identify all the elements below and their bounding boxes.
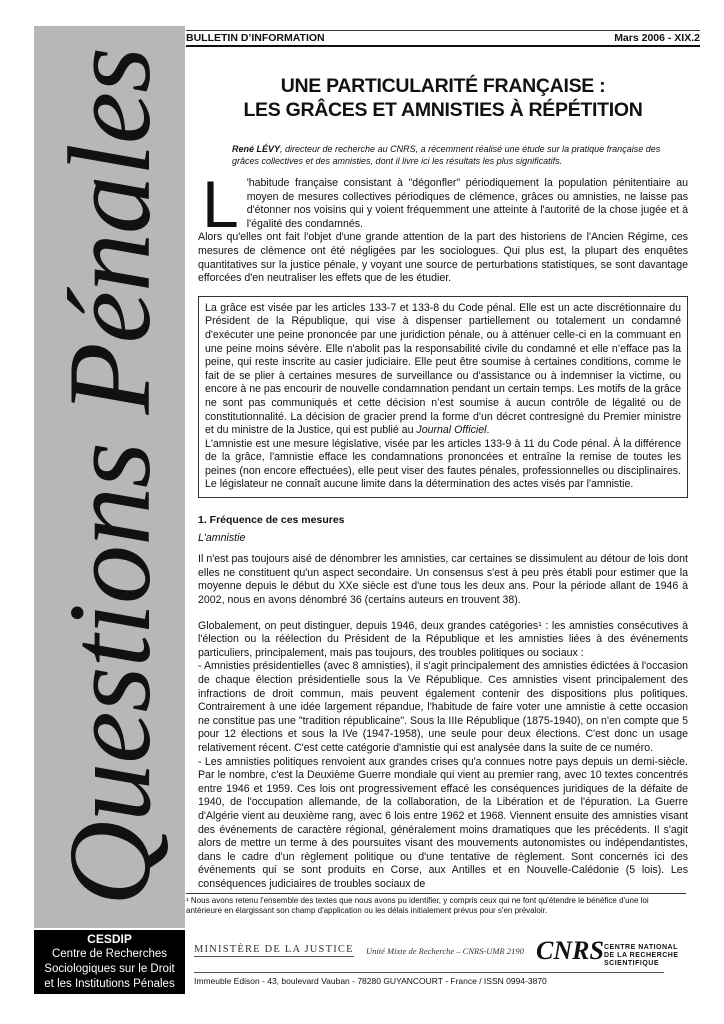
section-subheading: L'amnistie: [198, 531, 246, 544]
ministere-logo: MINISTÈRE DE LA JUSTICE: [194, 944, 354, 955]
section-heading: 1. Fréquence de ces mesures: [198, 514, 345, 527]
umr-label: Unité Mixte de Recherche – CNRS-UMR 2190: [366, 946, 524, 956]
opening-paragraph: L 'habitude française consistant à "dégonfler" périodiquement la population pénitentiaire au moyen de mesures collectives périodiques de clémence, grâces ou amnisties, ne laisse pas d'étonner nos voisins qui y voient fréquemment une atteinte à l'autorité de la chose jugée et à l'égalité des condamnés. Alors qu'elles ont fait l'objet d'une grande attention de la part des historiens de l'Ancien Régime, ces mesures de clémence ont été négligées par les sociologues. Qui plus est, la plupart des enquêtes quantitatives sur la justice pénale, y voyant une source de perturbations statistiques, se sont davantage efforcées d'en neutraliser les effets que de les étudier.: [198, 167, 688, 285]
grace-definition: La grâce est visée par les articles 133-7 et 133-8 du Code pénal. Elle est un acte discrétionnaire du Président de la République, qui vise à dispenser partiellement ou totalement un condamné d'exécuter une peine prononcée par une juridiction pénale, ou à atténuer celle-ci en la commuant en une peine moins sévère. Elle n'abolit pas la responsabilité civile du condamné et elle n’efface pas la peine, qui reste inscrite au casier judiciaire. Elle peut être soumise à certaines conditions, comme le fait de se plier à certaines mesures de surveillance ou d'assistance ou à indemniser la victime, ou encore à ne pas encourir de nouvelle condamnation pendant un certain temps. Les motifs de la grâce ne sont pas communiqués et cette décision n’est soumise à aucun contrôle de légalité ou de constitutionnalité. La décision de gracier prend la forme d'un décret contresigné du Premier ministre et du ministre de la Justice, qui est publié au Journal Officiel.: [205, 301, 681, 437]
drop-cap: L: [202, 167, 239, 241]
cesdip-block: [34, 930, 185, 994]
article-intro: René LÉVY, directeur de recherche au CNRS, a récemment réalisé une étude sur la pratique française des grâces collectives et des amnisties, dont il livre ici les résultats les plus significatifs.: [232, 144, 661, 166]
journal-title-vertical: Questions Pénales: [43, 47, 175, 907]
article-title: UNE PARTICULARITÉ FRANÇAISE : LES GRÂCES ET AMNISTIES À RÉPÉTITION: [243, 75, 643, 121]
cnrs-name: CENTRE NATIONAL DE LA RECHERCHE SCIENTIFIQUE: [604, 944, 679, 967]
cesdip-line: Sociologiques sur le Droit: [44, 963, 175, 975]
article: [198, 46, 688, 892]
publisher-footer: [186, 930, 700, 994]
cnrs-logo: CNRS: [536, 936, 604, 965]
cesdip-title: CESDIP: [87, 932, 132, 946]
paragraph: - Les amnisties politiques renvoient aux grandes crises qu'a connues notre pays depuis un demi-siècle. Par le nombre, c'est la Deuxième Guerre mondiale qui vient au premier rang, avec 10 textes concentrés entre 1946 et 1959. Ces lois ont progressivement effacé les conséquences juridiques de la défaite de 1940, de l'occupation allemande, de la collaboration, de la Libération et de l'épuration. La Guerre d'Algérie vient au deuxième rang, avec 6 lois entre 1962 et 1968. Viennent ensuite des amnisties visant des événements de caractère régional, généralement moins dramatiques que les précédents. Il s'agit alors de mettre un terme à des poursuites visant des mouvements autonomistes ou indépendantistes, dans le cadre d'un règlement politique ou d'une tentative de règlement. Sont concernés ici des événements qui se sont produits en Corse, aux Antilles et en Nouvelle-Calédonie (5 lois). Les conséquences judiciaires de troubles sociaux de: [198, 755, 688, 890]
paragraph: Il n'est pas toujours aisé de dénombrer les amnisties, car certaines se dissimulent au détour de lois dont elles ne constituent qu'un aspect secondaire. Un consensus s'est à peu près établi pour estimer que la moyenne depuis le début du XXe siècle est d'une tous les deux ans. Pour la période allant de 1946 à 2002, nous en avons dénombré 36 (certains auteurs en trouvent 38).: [198, 553, 688, 607]
bulletin-header: [186, 30, 700, 47]
address: Immeuble Edison - 43, boulevard Vauban - 78280 GUYANCOURT - France / ISSN 0994-3870: [194, 972, 664, 986]
cesdip-line: Centre de Recherches: [51, 948, 168, 960]
footnote: ¹ Nous avons retenu l'ensemble des textes que nous avons pu identifier, y compris ceux qui ne font qu'étendre le bénéfice d'une loi antérieure en élargissant son champ d'application ou les délais initialement prévus pour s'en prévaloir.: [186, 893, 686, 916]
issue-date: Mars 2006 - XIX.2: [614, 32, 700, 44]
amnistie-definition: L'amnistie est une mesure législative, visée par les articles 133-9 à 11 du Code pénal. À la différence de la grâce, l'amnistie efface les condamnations prononcées et entraîne la remise de toutes les peines (non encore effectuées), elle peut viser des fautes pénales, professionnelles ou disciplinaires. Le législateur ne connaît aucune limite dans la détermination des actes visés par l'amnistie.: [205, 437, 681, 491]
cesdip-line: et les Institutions Pénales: [44, 978, 175, 990]
bulletin-label: BULLETIN D’INFORMATION: [186, 32, 325, 44]
paragraph: - Amnisties présidentielles (avec 8 amnisties), il s'agit principalement des amnisties édictées à l'occasion de chaque élection présidentielle sous la Ve République. Ces amnisties visent principalement des infractions de droit commun, mais peuvent également contenir des dispositions plus politiques. Contrairement à une idée largement répandue, l'habitude de faire voter une amnistie à cette occasion ne constitue pas une "tradition républicaine". Sous la IIIe République (1875-1940), on n'en compte que 5 pour 12 élections et sous la IVe (1947-1958), une seule pour deux élections. C'est donc un usage relativement récent. C'est cette catégorie d'amnistie qui est analysée dans la suite de ce numéro.: [198, 660, 688, 754]
paragraph: Globalement, on peut distinguer, depuis 1946, deux grandes catégories¹ : les amnisties consécutives à l'élection ou la réélection du Président de la République et les amnisties liées à des événements particuliers, principalement, mais pas toujours, des troubles politiques ou sociaux :: [198, 619, 688, 659]
definitions-box: [198, 296, 688, 498]
